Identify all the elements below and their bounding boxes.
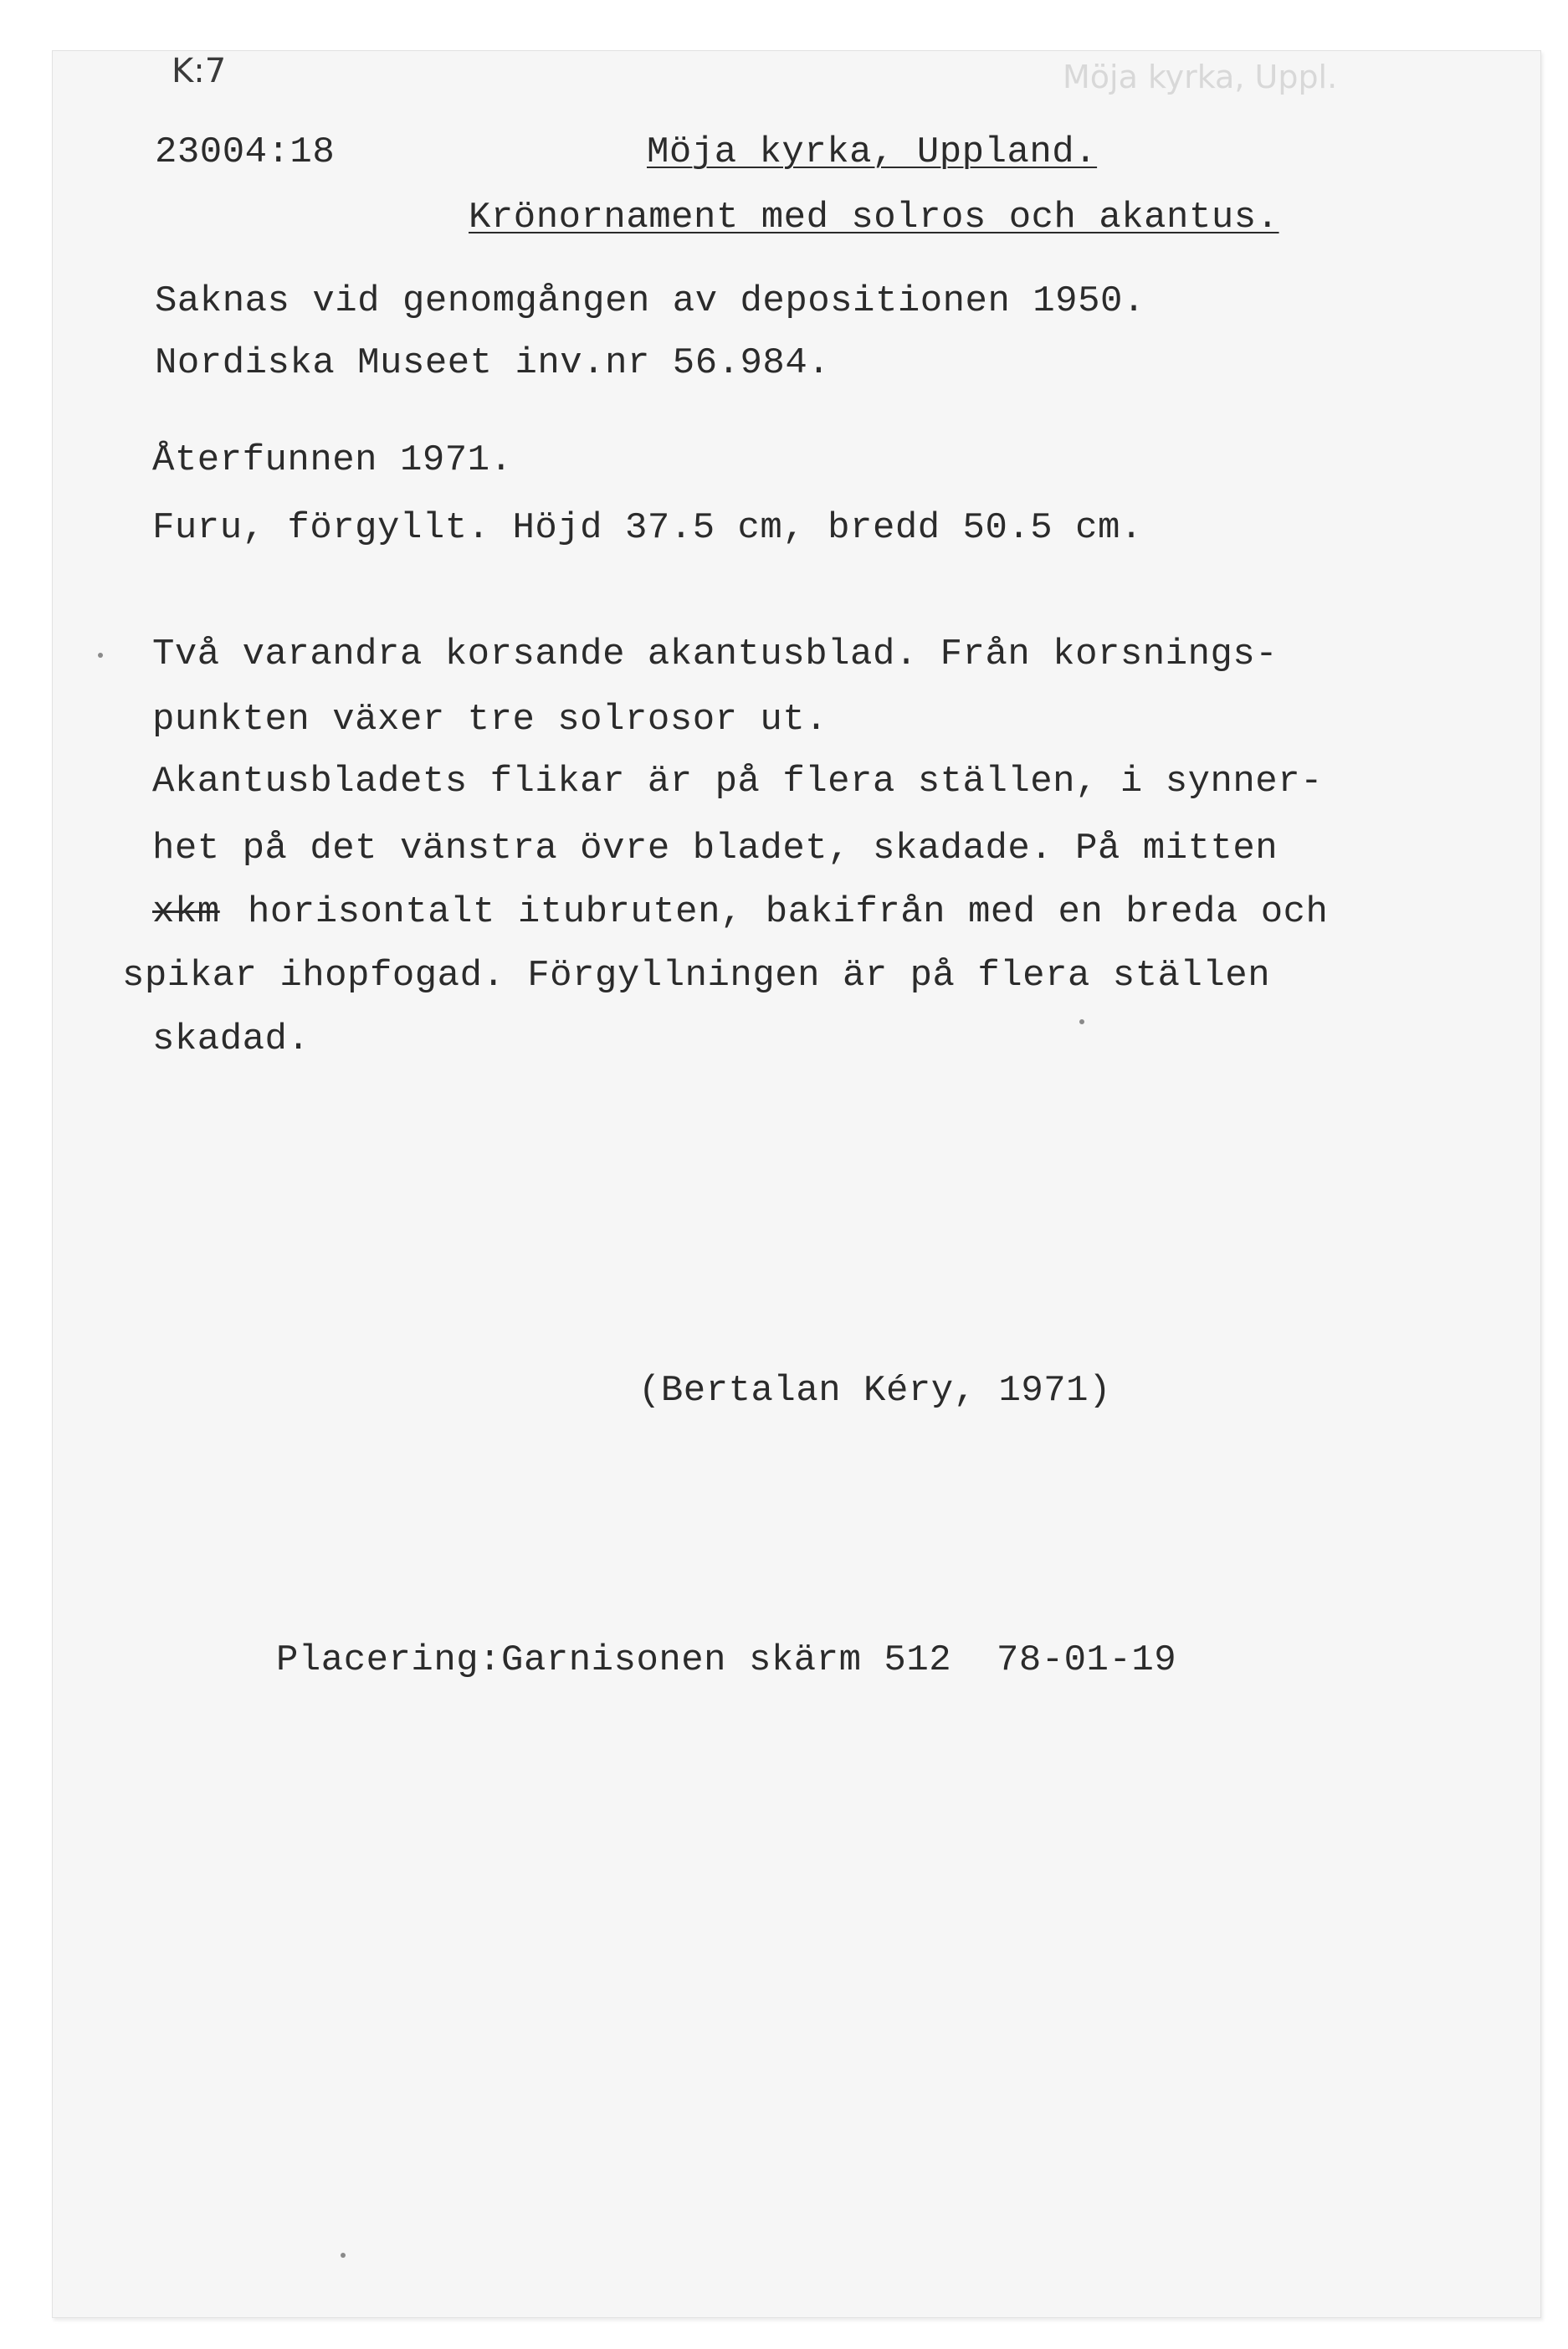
body-line: Saknas vid genomgången av depositionen 1950. bbox=[155, 280, 1145, 322]
paper-speck bbox=[1079, 1019, 1084, 1024]
title-line-1: Möja kyrka, Uppland. bbox=[647, 131, 1098, 173]
catalog-number: 23004:18 bbox=[155, 131, 336, 173]
struck-out-text: xkm bbox=[152, 891, 220, 933]
catalog-card bbox=[52, 50, 1541, 2318]
body-line: skadad. bbox=[152, 1018, 310, 1060]
faint-pencil-note: Möja kyrka, Uppl. bbox=[1063, 59, 1338, 95]
body-line: spikar ihopfogad. Förgyllningen är på flera ställen bbox=[122, 955, 1271, 997]
body-line: Återfunnen 1971. bbox=[152, 439, 513, 481]
body-line: het på det vänstra övre bladet, skadade. På mitten bbox=[152, 828, 1278, 869]
body-line: horisontalt itubruten, bakifrån med en breda och bbox=[248, 891, 1329, 933]
author-line: (Bertalan Kéry, 1971) bbox=[638, 1370, 1111, 1412]
paper-speck bbox=[341, 2253, 346, 2258]
placement-line: Placering:Garnisonen skärm 512 78-01-19 bbox=[276, 1639, 1177, 1681]
body-line: Akantusbladets flikar är på flera ställen, i synner- bbox=[152, 761, 1324, 803]
body-line: punkten växer tre solrosor ut. bbox=[152, 699, 828, 741]
title-line-2: Krönornament med solros och akantus. bbox=[469, 197, 1279, 238]
body-line: Nordiska Museet inv.nr 56.984. bbox=[155, 342, 831, 384]
body-line: Furu, förgyllt. Höjd 37.5 cm, bredd 50.5 cm. bbox=[152, 507, 1143, 549]
paper-speck bbox=[98, 653, 103, 658]
handwritten-code: K:7 bbox=[172, 52, 227, 90]
body-line: Två varandra korsande akantusblad. Från korsnings- bbox=[152, 633, 1278, 675]
